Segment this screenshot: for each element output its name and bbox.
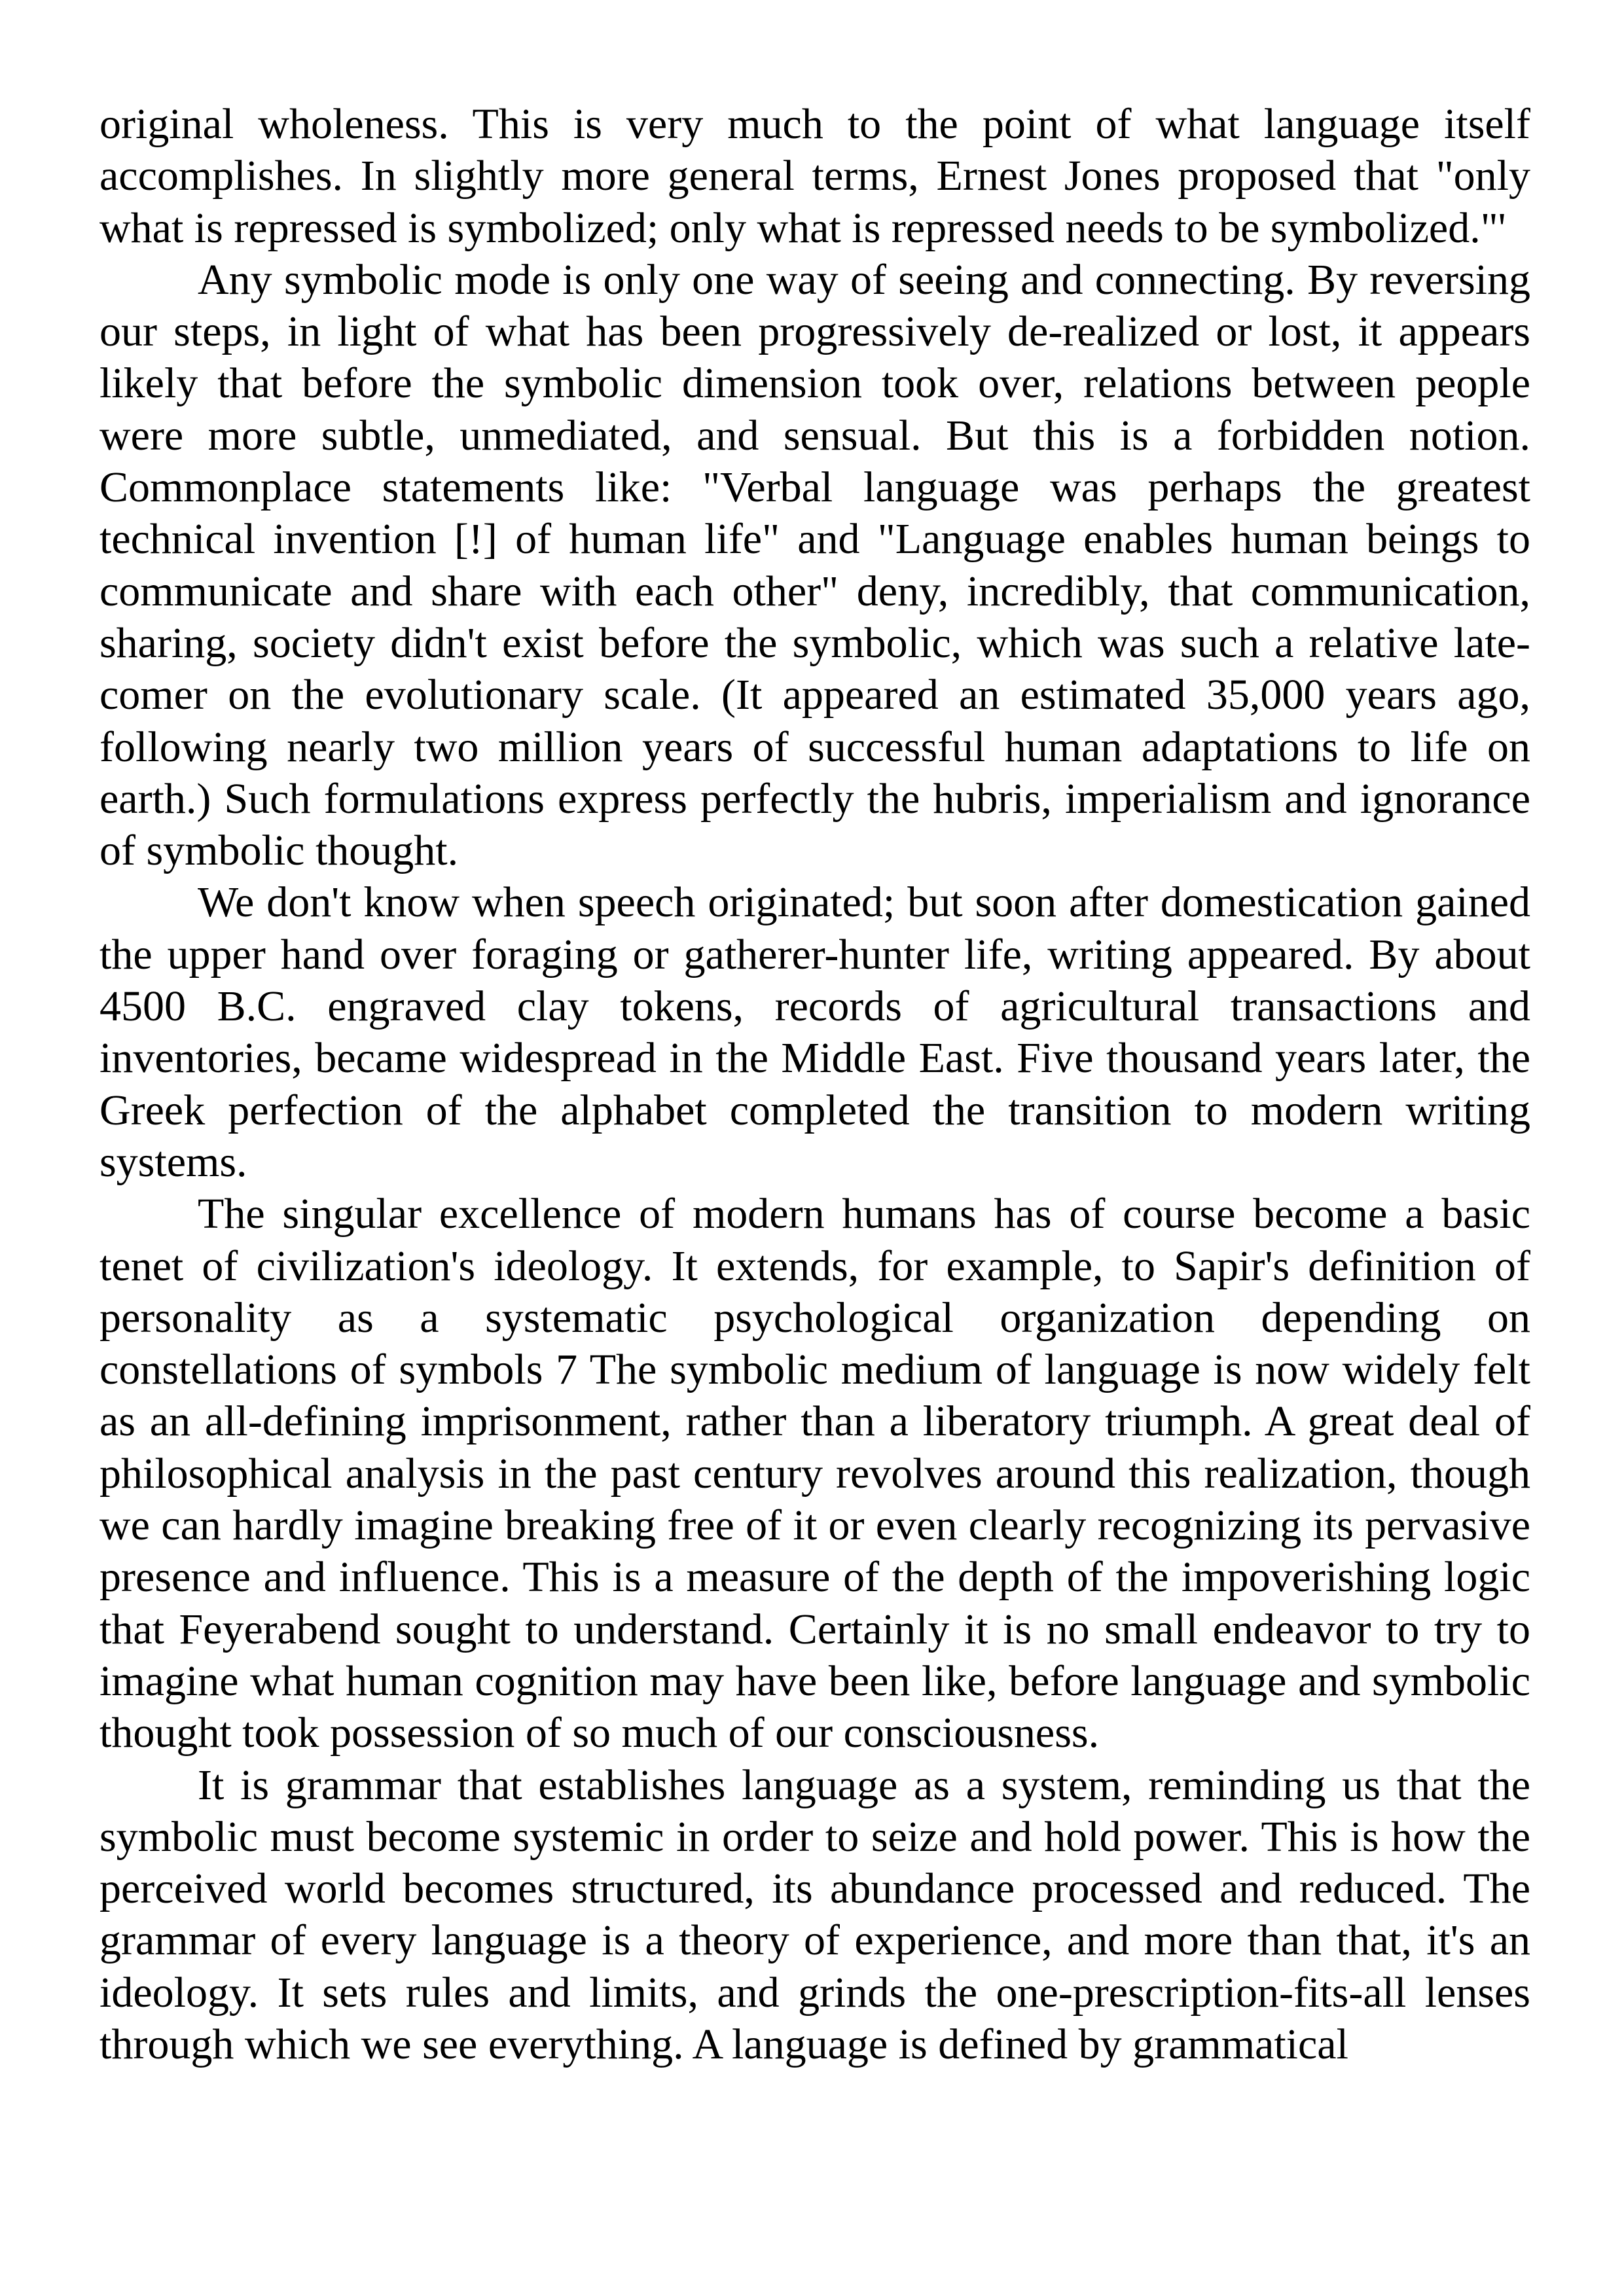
paragraph-5: It is grammar that establishes language as a system, reminding us that the symbolic must become systemic in order to seize and hold power. This is how the perceived world becomes structured, its abundance processed and reduced. The grammar of every language is a theory of experience, and more than that, it's an ideology. It sets rules and limits, and grinds the one-prescription-fits-all lenses through which we see everything. A language is defined by grammatical — [99, 1761, 1530, 2068]
paragraph-2: Any symbolic mode is only one way of seeing and connecting. By reversing our steps, in light of what has been progressively de-realized or lost, it appears likely that before the symbolic dimension took over, relations between people were more subtle, unmediated, and sensual. But this is a forbidden notion. Commonplace statements like: "Verbal language was perhaps the greatest technical invention [!] of human life" and "Language enables human beings to communicate and share with each other" deny, incredibly, that communication, sharing, society didn't exist before the symbolic, which was such a relative late-comer on the evolutionary scale. (It appeared an estimated 35,000 years ago, following nearly two million years of successful human adaptations to life on earth.) Such formulations express perfectly the hubris, imperialism and ignorance of symbolic thought. — [99, 255, 1530, 875]
paragraph-4: The singular excellence of modern humans has of course become a basic tenet of civilization's ideology. It extends, for example, to Sapir's definition of personality as a systematic psychological organization depending on constellations of symbols 7 The symbolic medium of language is now widely felt as an all-defining imprisonment, rather than a liberatory triumph. A great deal of philosophical analysis in the past century revolves around this realization, though we can hardly imagine breaking free of it or even clearly recognizing its pervasive presence and influence. This is a measure of the depth of the impoverishing logic that Feyerabend sought to understand. Certainly it is no small endeavor to try to imagine what human cognition may have been like, before language and symbolic thought took possession of so much of our consciousness. — [99, 1190, 1530, 1757]
paragraph-3: We don't know when speech originated; but soon after domestication gained the upper hand over foraging or gatherer-hunter life, writing appeared. By about 4500 B.C. engraved clay tokens, records of agricultural transactions and inventories, became widespread in the Middle East. Five thousand years later, the Greek perfection of the alphabet completed the transition to modern writing systems. — [99, 878, 1530, 1186]
paragraph-1: original wholeness. This is very much to the point of what language itself accomplishes. In slightly more general terms, Ernest Jones proposed that "only what is repressed is symbolized; only what is repressed needs to be symbolized."' — [99, 100, 1530, 252]
document-page — [99, 98, 1530, 2070]
